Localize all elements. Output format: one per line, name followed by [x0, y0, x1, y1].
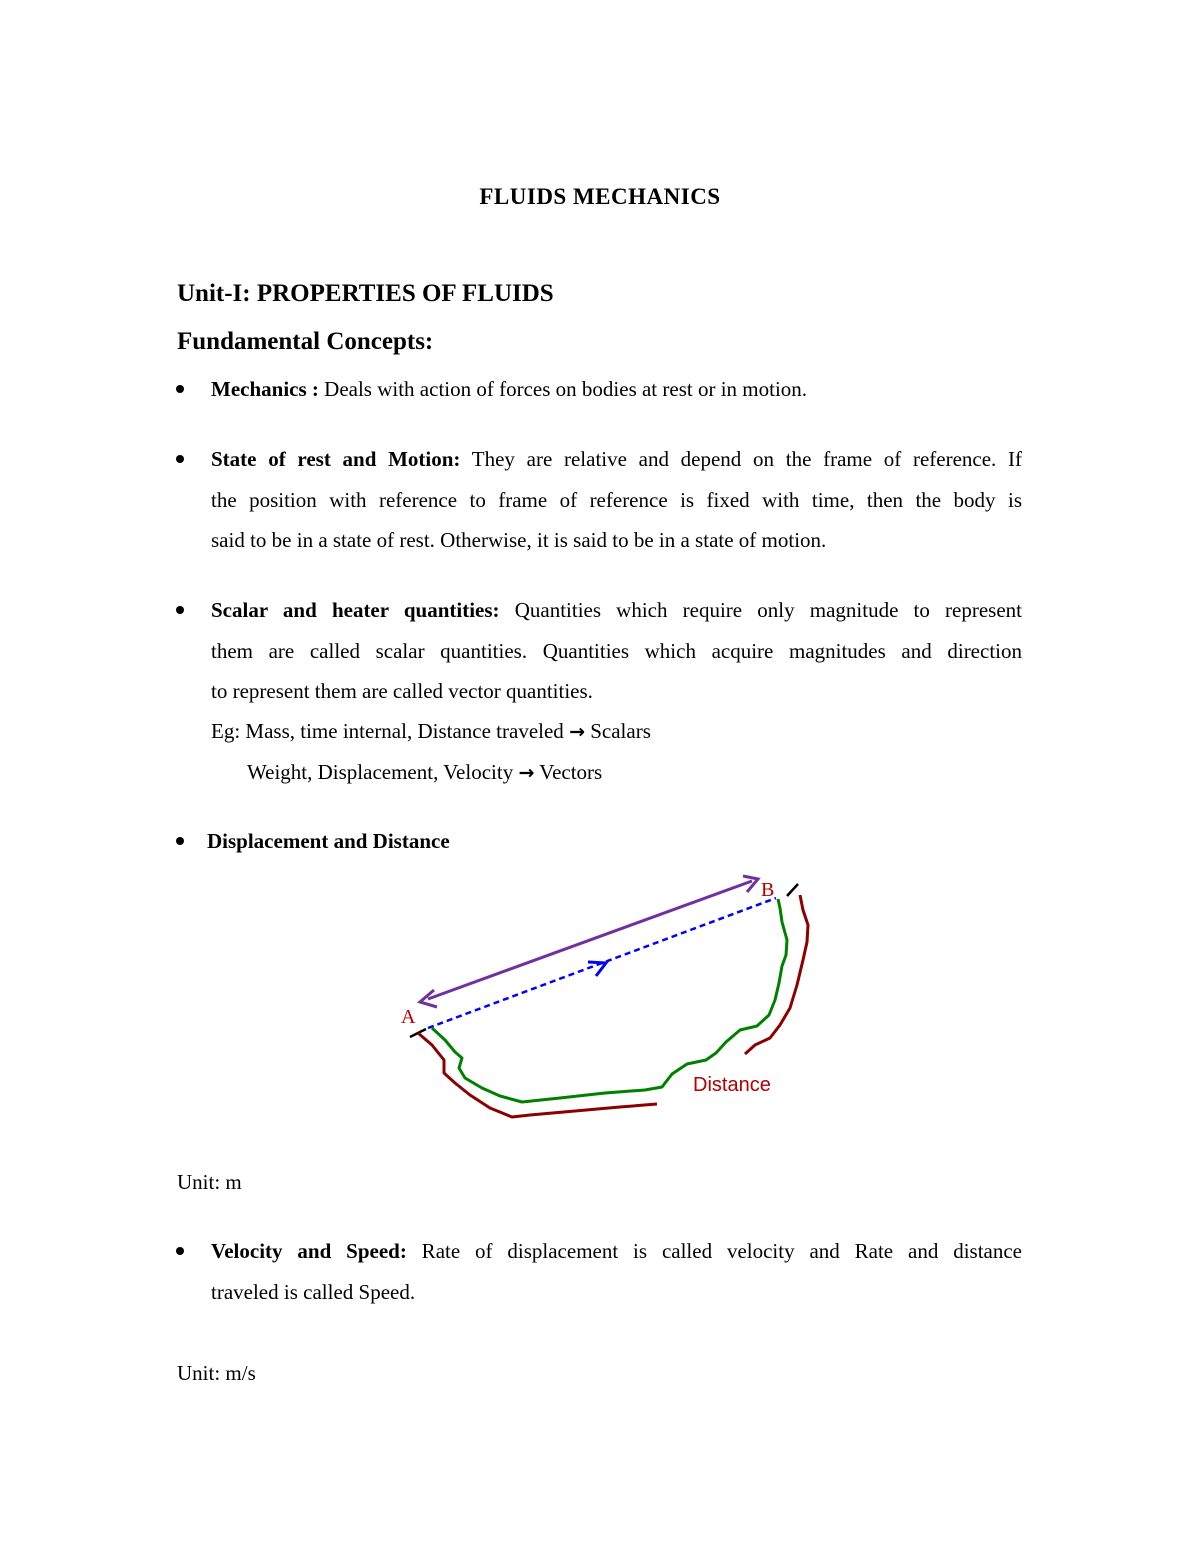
arrow-right-icon: → [569, 721, 585, 743]
example-1-result: Scalars [584, 719, 651, 743]
scalar-text-1: Quantities which require only magnitude to represent [499, 598, 1022, 622]
velocity-line-1 [211, 1237, 1022, 1265]
label-point-a: A [401, 1006, 416, 1028]
bullet-icon [176, 837, 184, 845]
example-2-text: Weight, Displacement, Velocity [247, 760, 519, 784]
rest-motion-line-3: said to be in a state of rest. Otherwise, it is said to be in a state of motion. [211, 528, 827, 552]
label-distance: Distance [693, 1074, 771, 1096]
document-title: FLUIDS MECHANICS [479, 184, 721, 209]
unit-meters: Unit: m [177, 1170, 242, 1194]
example-1-text: Eg: Mass, time internal, Distance traveled [211, 719, 570, 743]
rest-motion-line-1 [211, 445, 1022, 473]
term-mechanics: Mechanics : [211, 377, 319, 401]
term-rest-motion: State of rest and Motion: [211, 447, 461, 471]
section-heading: Fundamental Concepts: [177, 328, 434, 355]
bullet-displacement [207, 827, 450, 855]
scalar-example-2 [247, 758, 602, 787]
label-point-b: B [761, 879, 775, 901]
distance-path-right [745, 895, 808, 1054]
bullet-icon [176, 455, 184, 463]
arrow-right-icon: → [518, 762, 535, 784]
velocity-text-1: Rate of displacement is called velocity and Rate and distance [406, 1239, 1022, 1263]
scalar-example-1 [211, 717, 651, 746]
term-displacement: Displacement and Distance [207, 829, 450, 853]
mechanics-text: Deals with action of forces on bodies at rest or in motion. [318, 377, 808, 401]
displacement-dashed-line [428, 898, 776, 1028]
rest-motion-line-2: the position with reference to frame of reference is fixed with time, then the body is [211, 488, 1022, 512]
unit-heading: Unit-I: PROPERTIES OF FLUIDS [177, 280, 554, 307]
bullet-mechanics [211, 375, 807, 403]
term-scalar: Scalar and heater quantities: [211, 598, 500, 622]
term-velocity: Velocity and Speed: [211, 1239, 407, 1263]
scalar-line-3: to represent them are called vector quantities. [211, 679, 593, 703]
distance-path [418, 1033, 657, 1117]
rest-motion-text-1: They are relative and depend on the frame of reference. If [460, 447, 1022, 471]
point-b-tick [787, 884, 798, 896]
scalar-line-2: them are called scalar quantities. Quantities which acquire magnitudes and direction [211, 639, 1022, 663]
velocity-line-2: traveled is called Speed. [211, 1280, 416, 1304]
bullet-icon [176, 385, 184, 393]
unit-meters-per-second: Unit: m/s [177, 1361, 256, 1385]
actual-path [432, 899, 787, 1102]
scalar-line-1 [211, 596, 1022, 624]
bullet-icon [176, 606, 184, 614]
example-2-result: Vectors [534, 760, 603, 784]
displacement-arrow [420, 876, 758, 1007]
bullet-icon [176, 1247, 184, 1255]
